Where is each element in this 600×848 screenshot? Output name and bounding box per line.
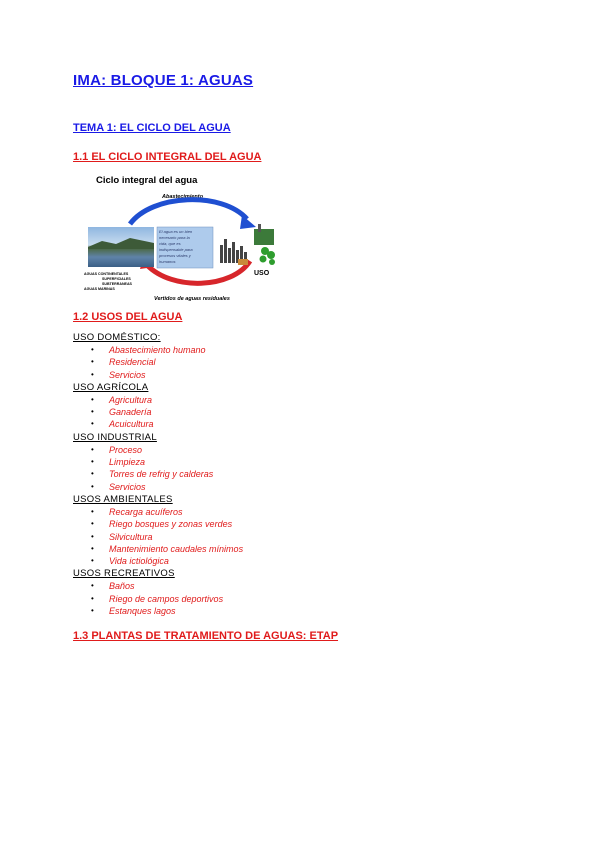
list-item [73, 406, 473, 418]
svg-text:humanos: humanos [159, 259, 176, 264]
list-item-text: Acuicultura [109, 419, 154, 430]
bullet-icon: • [91, 407, 94, 417]
list-item-text: Baños [109, 581, 135, 592]
svg-text:indispensable para: indispensable para [159, 247, 193, 252]
list-item [73, 531, 473, 543]
list-item [73, 506, 473, 518]
use-group-title: USO AGRÍCOLA [73, 381, 149, 393]
bullet-icon: • [91, 506, 94, 516]
diagram-top-label: Abastecimiento [162, 194, 203, 200]
water-uses-list [73, 331, 473, 617]
list-item [73, 468, 473, 480]
list-item [73, 394, 473, 406]
bullet-icon: • [91, 457, 94, 467]
list-item [73, 518, 473, 530]
list-item [73, 555, 473, 567]
svg-text:vida, que es: vida, que es [159, 241, 181, 246]
list-item [73, 356, 473, 368]
list-item-text: Agricultura [109, 394, 153, 405]
bullet-icon: • [91, 357, 94, 367]
list-item [73, 344, 473, 356]
list-item-text: Recarga acuíferos [109, 506, 183, 517]
svg-text:SUBTERRANEAS: SUBTERRANEAS [102, 282, 132, 286]
list-item-text: Ganadería [109, 407, 152, 418]
list-item-text: Torres de refrig y calderas [109, 469, 214, 480]
tema-heading: TEMA 1: EL CICLO DEL AGUA [73, 122, 231, 134]
use-group-items [73, 580, 473, 617]
list-item [73, 605, 473, 617]
document-title: IMA: BLOQUE 1: AGUAS [73, 72, 254, 89]
list-item-text: Riego bosques y zonas verdes [109, 519, 233, 530]
cow-icon [238, 259, 248, 265]
bullet-icon: • [91, 519, 94, 529]
use-group-title: USO DOMÉSTICO: [73, 332, 161, 343]
bullet-icon: • [91, 419, 94, 429]
use-group-items [73, 394, 473, 431]
use-group-title: USO INDUSTRIAL [73, 431, 157, 443]
diagram-use-label: USO [254, 270, 270, 277]
svg-text:AGUAS MARINAS: AGUAS MARINAS [84, 287, 115, 291]
list-item [73, 444, 473, 456]
svg-text:necesario para la: necesario para la [159, 235, 190, 240]
use-group-title: USOS RECREATIVOS [73, 568, 175, 580]
supply-arrow [130, 200, 247, 224]
list-item-text: Servicios [109, 369, 146, 380]
bullet-icon: • [91, 481, 94, 491]
list-item [73, 580, 473, 592]
bullet-icon: • [91, 543, 94, 553]
svg-text:AGUAS CONTINENTALES: AGUAS CONTINENTALES [84, 272, 129, 276]
water-cycle-diagram [82, 169, 292, 309]
list-item-text: Limpieza [109, 457, 146, 468]
bullet-icon: • [91, 469, 94, 479]
list-item [73, 543, 473, 555]
list-item-text: Estanques lagos [109, 606, 176, 617]
list-item-text: Vida ictiológica [109, 556, 169, 567]
section-heading-1-3: 1.3 PLANTAS DE TRATAMIENTO DE AGUAS: ETAP [73, 630, 339, 642]
bullet-icon: • [91, 593, 94, 603]
bullet-icon: • [91, 345, 94, 354]
section-heading-1-2: 1.2 USOS DEL AGUA [73, 311, 183, 323]
bullet-icon: • [91, 581, 94, 591]
list-item-text: Abastecimiento humano [109, 345, 206, 355]
list-item-text: Servicios [109, 481, 146, 492]
use-group-items [73, 506, 473, 567]
list-item [73, 369, 473, 381]
bullet-icon: • [91, 369, 94, 379]
list-item [73, 481, 473, 493]
use-group-items [73, 344, 473, 381]
use-group-title: USOS AMBIENTALES [73, 493, 173, 505]
diagram-bottom-label: Vertidos de aguas residuales [154, 296, 230, 302]
list-item [73, 456, 473, 468]
left-captions [84, 272, 133, 291]
bullet-icon: • [91, 556, 94, 566]
chimney-icon [258, 224, 261, 232]
list-item [73, 418, 473, 430]
bullet-icon: • [91, 606, 94, 616]
bullet-icon: • [91, 531, 94, 541]
svg-text:procesos vitales y: procesos vitales y [159, 253, 191, 258]
svg-text:El agua es un bien: El agua es un bien [159, 229, 193, 234]
factory-icon [254, 229, 274, 245]
svg-text:SUPERFICIALES: SUPERFICIALES [102, 277, 131, 281]
tree-icon [260, 247, 276, 265]
list-item-text: Riego de campos deportivos [109, 593, 224, 604]
list-item [73, 593, 473, 605]
list-item-text: Silvicultura [109, 531, 153, 542]
bullet-icon: • [91, 394, 94, 404]
section-heading-1-1: 1.1 EL CICLO INTEGRAL DEL AGUA [73, 151, 262, 163]
list-item-text: Mantenimiento caudales mínimos [109, 543, 244, 554]
use-group-items [73, 444, 473, 493]
list-item-text: Proceso [109, 444, 143, 455]
bullet-icon: • [91, 444, 94, 454]
list-item-text: Residencial [109, 357, 156, 368]
diagram-title: Ciclo integral del agua [96, 175, 198, 186]
